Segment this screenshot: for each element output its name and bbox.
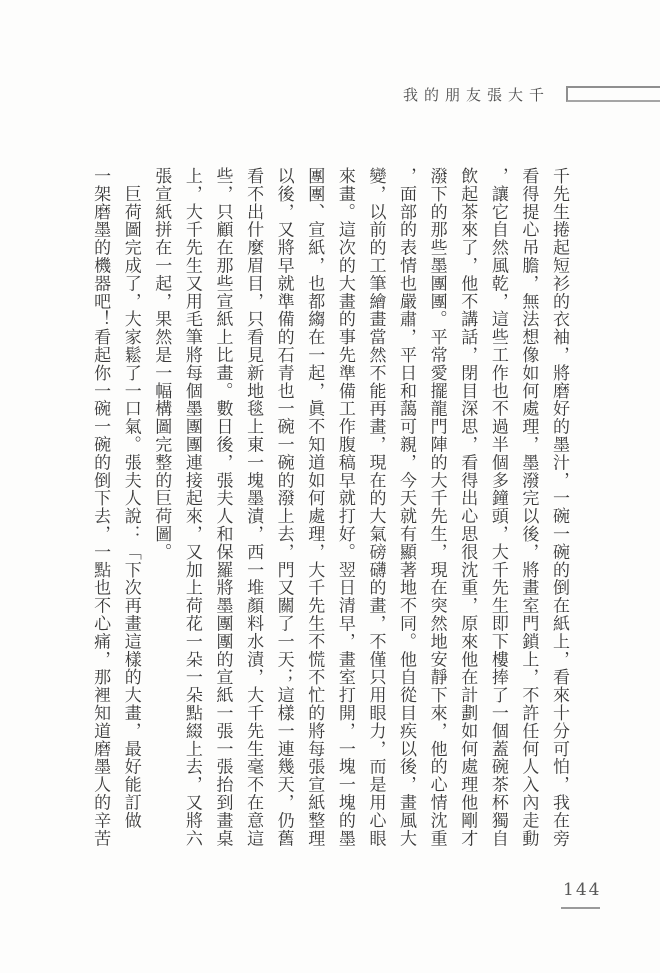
text-column: 變，以前的工筆繪畫當然不能再畫，現在的大氣磅礴的畫，不僅只用眼力，而是用心眼: [365, 167, 386, 848]
text-column: 飲起茶來了，他不講話，閉目深思，看得出心思很沈重，原來他在計劃如何處理他剛才: [457, 167, 478, 848]
text-column: 潑下的那些墨團團。平常愛擺龍門陣的大千先生，現在突然地安靜下來，他的心情沈重: [426, 167, 447, 848]
text-column: 看不出什麼眉目，只看見新地毯上東一塊墨漬，西一堆顏料水漬，大千先生毫不在意這: [243, 167, 264, 848]
text-column: 千先生捲起短衫的衣袖，將磨好的墨汁，一碗一碗的倒在紙上，看來十分可怕，我在旁: [549, 167, 569, 848]
running-header-title: 我的朋友張大千: [403, 86, 551, 104]
text-column: 來畫。這次的大畫的事先準備工作腹稿早就打好。翌日清早，畫室打開，一塊一塊的墨: [334, 167, 355, 848]
header-rule-box: [566, 86, 660, 102]
text-column: 一架磨墨的機器吧！看起你一碗一碗的倒下去，一點也不心痛，那裡知道磨墨人的辛苦: [90, 167, 111, 848]
text-column: ，讓它自然風乾，這些工作也不過半個多鐘頭，大千先生即下樓捧了一個蓋碗茶杯獨自: [487, 167, 508, 848]
text-column: 團團、宣紙，也都縐在一起，眞不知道如何處理，大千先生不慌不忙的將每張宣紙整理: [304, 167, 325, 848]
text-column: ，面部的表情也嚴肅，平日和藹可親，今天就有顯著地不同。他自從目疾以後，畫風大: [396, 167, 417, 848]
page-body-text: [85, 167, 575, 867]
page-number: 144: [563, 880, 602, 900]
text-column: 巨荷圖完成了，大家鬆了一口氣。張夫人說：「下次再畫這樣的大畫，最好能訂做: [120, 167, 141, 830]
page-number-rule: [561, 907, 600, 909]
text-column: 些，只顧在那些宣紙上比畫。數日後，張夫人和保羅將墨團團的宣紙一張一張抬到畫桌: [212, 167, 233, 848]
text-column: 上，大千先生又用毛筆將每個墨團團連接起來，又加上荷花一朵一朵點綴上去，又將六: [181, 167, 202, 848]
text-column: 以後，又將早就準備的石青也一碗一碗的潑上去，門又關了一天；這樣一連幾天，仍舊: [273, 167, 294, 848]
text-column: 看得提心吊膽，無法想像如何處理，墨潑完以後，將畫室門鎖上，不許任何人入內走動: [518, 167, 539, 848]
text-column: 張宣紙拼在一起，果然是一幅構圖完整的巨荷圖。: [151, 167, 172, 561]
